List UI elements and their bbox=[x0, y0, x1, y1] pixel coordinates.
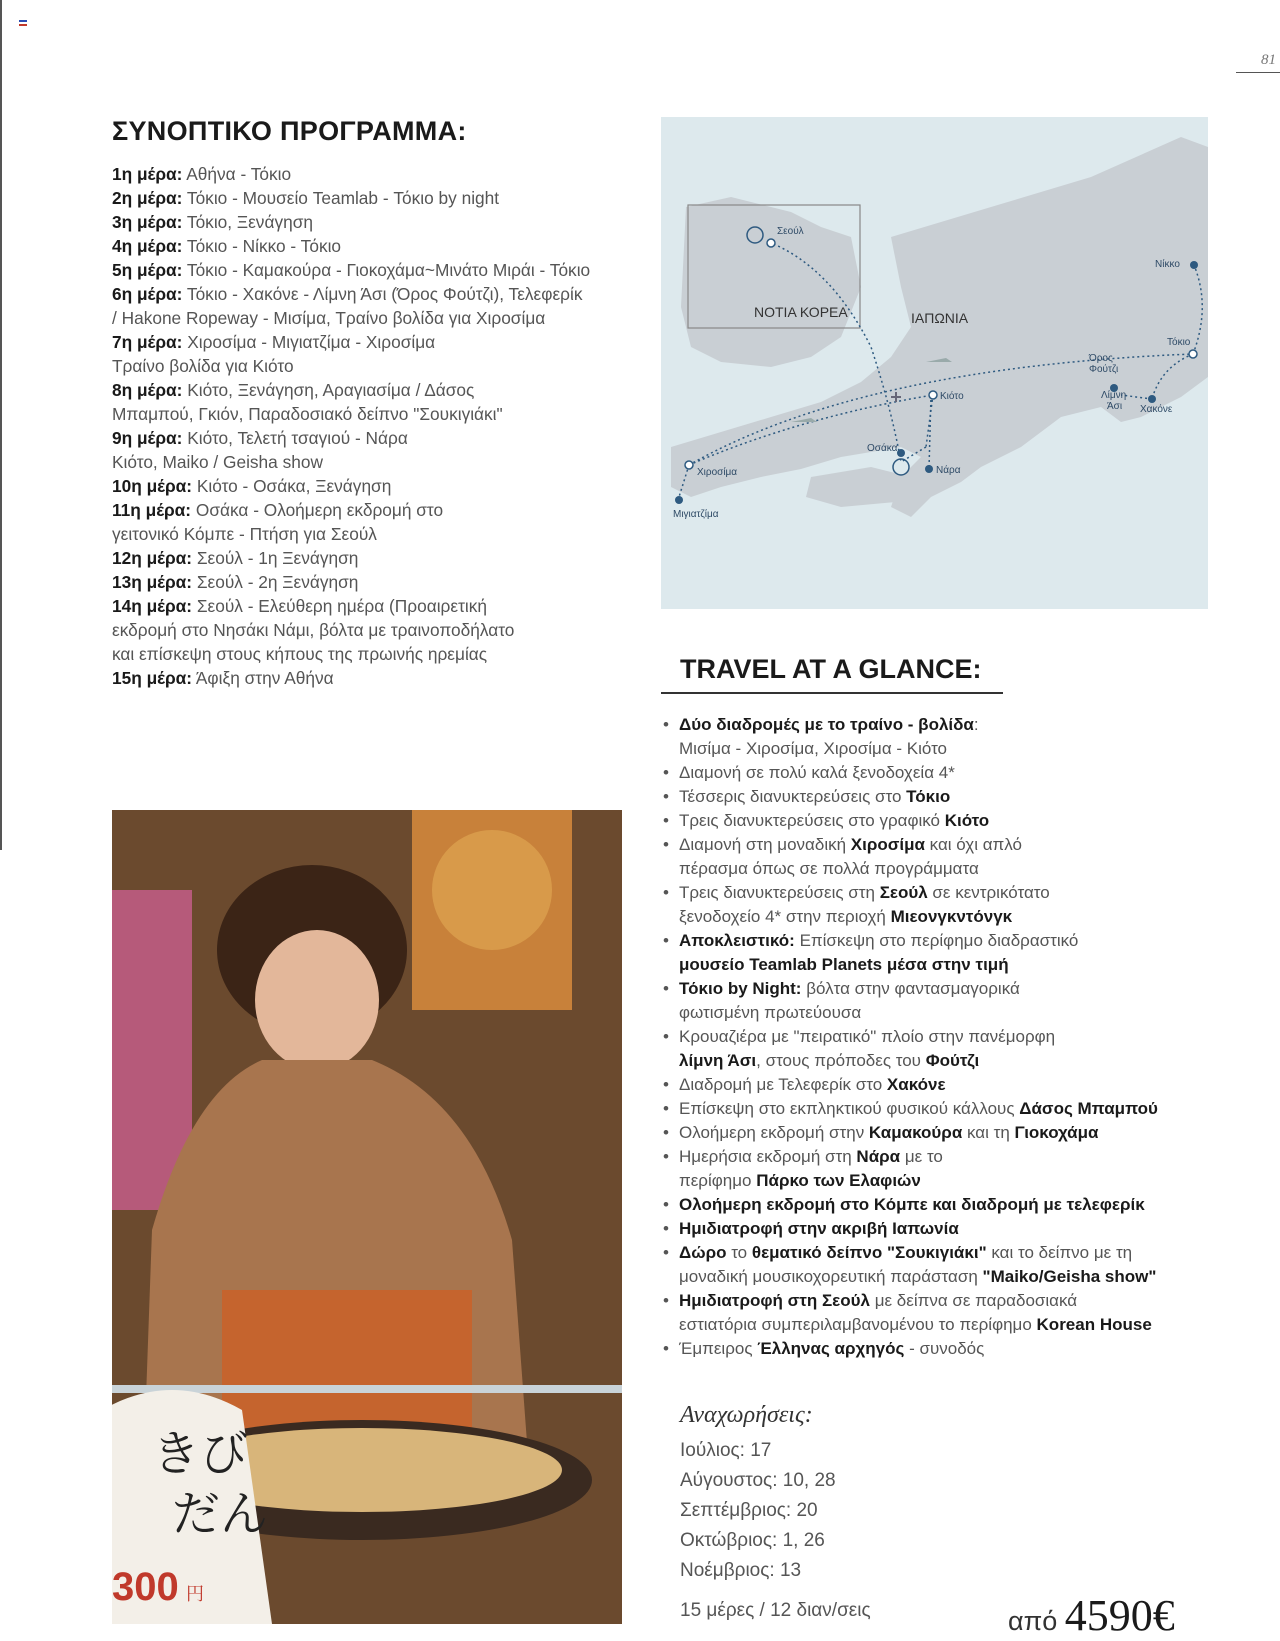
map-label-tokyo: Τόκιο bbox=[1167, 337, 1191, 348]
glance-item-text: και το δείπνο με τη bbox=[986, 1243, 1133, 1262]
map-label-japan: ΙΑΠΩΝΙΑ bbox=[911, 310, 969, 326]
day-line: 13η μέρα: Σεούλ - 2η Ξενάγηση bbox=[112, 572, 359, 592]
price-amount: 4590€ bbox=[1064, 1591, 1175, 1640]
day-line: 9η μέρα: Κιότο, Τελετή τσαγιού - Νάρα bbox=[112, 428, 408, 448]
glance-item-text: Τόκιο by Night: bbox=[679, 979, 802, 998]
glance-item-text: θεματικό δείπνο "Σουκιγιάκι" bbox=[751, 1243, 987, 1262]
flag-icon bbox=[19, 20, 27, 26]
map-label-ashi: Άσι bbox=[1107, 401, 1123, 412]
glance-item-text: Διαμονή στη μοναδική bbox=[679, 835, 851, 854]
map-label-nikko: Νίκκο bbox=[1155, 259, 1180, 270]
glance-list bbox=[661, 713, 1221, 1361]
glance-item-text: ξενοδοχείο 4* στην περιοχή bbox=[679, 907, 891, 926]
glance-item-text: , στους πρόποδες του bbox=[756, 1051, 926, 1070]
sign-yen: 円 bbox=[186, 1584, 204, 1605]
osaka-marker bbox=[897, 449, 905, 457]
glance-item bbox=[661, 881, 1221, 929]
glance-item bbox=[661, 929, 1221, 977]
price bbox=[1008, 1590, 1175, 1641]
glance-item-text: Τρεις διανυκτερεύσεις στο γραφικό bbox=[679, 811, 945, 830]
glance-item bbox=[661, 1337, 1221, 1361]
glance-item-text: Νάρα bbox=[856, 1147, 901, 1166]
glance-item bbox=[661, 1241, 1221, 1289]
day-line: 14η μέρα: Σεούλ - Ελεύθερη ημέρα (Προαιρετική bbox=[112, 596, 488, 616]
day-line: 10η μέρα: Κιότο - Οσάκα, Ξενάγηση bbox=[112, 476, 392, 496]
glance-title-rule bbox=[661, 692, 1003, 694]
glance-item-text: "Maiko/Geisha show" bbox=[982, 1267, 1157, 1286]
glance-item-text: περίφημο bbox=[679, 1171, 757, 1190]
glance-item bbox=[661, 1217, 1221, 1241]
tokyo-marker bbox=[1189, 350, 1197, 358]
glance-title: TRAVEL AT A GLANCE: bbox=[680, 654, 982, 684]
day-line: 1η μέρα: Αθήνα - Τόκιο bbox=[112, 164, 292, 184]
day-line: 6η μέρα: Τόκιο - Χακόνε - Λίμνη Άσι (Όρος Φούτζι), Τελεφερίκ bbox=[112, 284, 583, 304]
price-prefix: από bbox=[1008, 1606, 1065, 1636]
glance-item-text: μουσείο Teamlab Planets μέσα στην τιμή bbox=[679, 955, 1009, 974]
map-label-hiroshima: Χιροσίμα bbox=[697, 467, 738, 478]
glance-item-text: Δάσος Μπαμπού bbox=[1019, 1099, 1158, 1118]
day-list bbox=[112, 162, 632, 690]
route-map bbox=[661, 117, 1208, 609]
map-label-osaka: Οσάκα bbox=[867, 443, 898, 454]
glance-item-text: Ημερήσια εκδρομή στη bbox=[679, 1147, 857, 1166]
glance-item-text: το bbox=[726, 1243, 752, 1262]
glance-item-text: Διαμονή σε πολύ καλά ξενοδοχεία 4* bbox=[679, 763, 955, 782]
glance-item bbox=[661, 833, 1221, 881]
day-line: 3η μέρα: Τόκιο, Ξενάγηση bbox=[112, 212, 313, 232]
glance-item-text: Ημιδιατροφή στη Σεούλ bbox=[679, 1291, 870, 1310]
glance-item-text: Korean House bbox=[1036, 1315, 1152, 1334]
glance-item bbox=[661, 785, 1221, 809]
page-number: 81 bbox=[1261, 52, 1276, 68]
glance-item-text: βόλτα στην φαντασμαγορικά bbox=[801, 979, 1020, 998]
person-face bbox=[255, 930, 379, 1070]
day-line: 4η μέρα: Τόκιο - Νίκκο - Τόκιο bbox=[112, 236, 342, 256]
departure-item: Ιούλιος: 17 bbox=[680, 1440, 772, 1461]
glance-item bbox=[661, 713, 1221, 761]
glance-item-text: Διαδρομή με Τελεφερίκ στο bbox=[679, 1075, 887, 1094]
glance-item-text: Χιροσίμα bbox=[850, 835, 925, 854]
day-line: / Hakone Ropeway - Μισίμα, Τραίνο βολίδα για Χιροσίμα bbox=[112, 308, 546, 328]
glance-item bbox=[661, 1193, 1221, 1217]
glance-item bbox=[661, 1073, 1221, 1097]
glance-item-text: Πάρκο των Ελαφιών bbox=[756, 1171, 921, 1190]
synoptic-title: ΣΥΝΟΠΤΙΚΟ ΠΡΟΓΡΑΜΜΑ: bbox=[112, 116, 467, 146]
glance-item-text: Τόκιο bbox=[906, 787, 951, 806]
glance-item-text: εστιατόρια συμπεριλαμβανομένου το περίφημο bbox=[679, 1315, 1037, 1334]
map-label-hakone: Χακόνε bbox=[1140, 404, 1173, 415]
day-line: Τραίνο βολίδα για Κιότο bbox=[112, 356, 294, 376]
glance-item bbox=[661, 761, 1221, 785]
day-line: 7η μέρα: Χιροσίμα - Μιγιατζίμα - Χιροσίμα bbox=[112, 332, 436, 352]
glance-item-text: Επίσκεψη στο εκπληκτικού φυσικού κάλλους bbox=[679, 1099, 1020, 1118]
glance-item-text: μοναδική μουσικοχορευτική παράσταση bbox=[679, 1267, 983, 1286]
glance-item-text: Έμπειρος bbox=[679, 1339, 758, 1358]
departures-list bbox=[680, 1436, 836, 1586]
korea-landmass bbox=[681, 197, 861, 367]
glance-item-text: Φούτζι bbox=[925, 1051, 980, 1070]
map-label-ashi: Λίμνη bbox=[1101, 390, 1127, 401]
glance-item-text: Ημιδιατροφή στην ακριβή Ιαπωνία bbox=[679, 1219, 959, 1238]
glance-item-text: Δύο διαδρομές με το τραίνο - βολίδα bbox=[679, 715, 974, 734]
map-label-seoul: Σεούλ bbox=[777, 226, 804, 237]
departure-item: Σεπτέμβριος: 20 bbox=[680, 1500, 818, 1521]
sign-text: きび bbox=[152, 1426, 249, 1482]
day-line: γειτονικό Κόμπε - Πτήση για Σεούλ bbox=[112, 524, 377, 544]
glance-item bbox=[661, 1097, 1221, 1121]
seoul-marker bbox=[767, 239, 775, 247]
map-label-fuji: Φούτζι bbox=[1089, 364, 1119, 375]
glance-item-text: Κιότο bbox=[944, 811, 990, 830]
osaka-airport-icon bbox=[893, 459, 909, 475]
glance-item-text: Τρεις διανυκτερεύσεις στη bbox=[679, 883, 880, 902]
day-line: Κιότο, Maiko / Geisha show bbox=[112, 452, 323, 472]
day-line: 15η μέρα: Άφιξη στην Αθήνα bbox=[112, 668, 334, 688]
glance-item-text: Σεούλ bbox=[879, 883, 928, 902]
day-line: 11η μέρα: Οσάκα - Ολοήμερη εκδρομή στο bbox=[112, 500, 444, 520]
day-line: 2η μέρα: Τόκιο - Μουσείο Teamlab - Τόκιο by night bbox=[112, 188, 500, 208]
map-label-miyajima: Μιγιατζίμα bbox=[673, 509, 719, 520]
day-line: 8η μέρα: Κιότο, Ξενάγηση, Αραγιασίμα / Δάσος bbox=[112, 380, 475, 400]
hiroshima-marker bbox=[685, 461, 693, 469]
departures-title: Αναχωρήσεις: bbox=[680, 1402, 813, 1428]
photo-sign-circle bbox=[432, 830, 552, 950]
glance-item-text: Κρουαζιέρα με "πειρατικό" πλοίο στην πανέμορφη bbox=[679, 1027, 1056, 1046]
glance-item-text: Ολοήμερη εκδρομή στην bbox=[679, 1123, 869, 1142]
glance-item-text: Χακόνε bbox=[886, 1075, 946, 1094]
glance-item-text: Ολοήμερη εκδρομή στο Κόμπε και διαδρομή με τελεφερίκ bbox=[679, 1195, 1145, 1214]
glance-item-text: και τη bbox=[962, 1123, 1015, 1142]
trip-duration: 15 μέρες / 12 διαν/σεις bbox=[680, 1600, 871, 1621]
glance-item-text: φωτισμένη πρωτεύουσα bbox=[679, 1003, 862, 1022]
day-line: 5η μέρα: Τόκιο - Καμακούρα - Γιοκοχάμα~Μινάτο Μιράι - Τόκιο bbox=[112, 260, 591, 280]
glance-item-text: Καμακούρα bbox=[868, 1123, 963, 1142]
day-line: εκδρομή στο Νησάκι Νάμι, βόλτα με τραινοποδήλατο bbox=[112, 620, 515, 640]
sign-text: だん bbox=[172, 1486, 269, 1542]
map-label-fuji: Όρος bbox=[1089, 353, 1113, 364]
miyajima-marker bbox=[675, 496, 683, 504]
departure-item: Αύγουστος: 10, 28 bbox=[680, 1470, 836, 1491]
glance-item-text: με δείπνα σε παραδοσιακά bbox=[869, 1291, 1078, 1310]
glance-item bbox=[661, 977, 1221, 1025]
glance-item-text: Τέσσερις διανυκτερεύσεις στο bbox=[679, 787, 907, 806]
glance-item-text: : bbox=[973, 715, 979, 734]
page-number-rule bbox=[1236, 72, 1280, 73]
glance-item-text: Αποκλειστικό: bbox=[679, 931, 795, 950]
glance-item-text: Έλληνας αρχηγός bbox=[757, 1339, 905, 1358]
glance-item-text: - συνοδός bbox=[904, 1339, 985, 1358]
nikko-marker bbox=[1190, 261, 1198, 269]
departure-item: Οκτώβριος: 1, 26 bbox=[680, 1530, 825, 1551]
glance-item-text: με το bbox=[900, 1147, 943, 1166]
glance-item bbox=[661, 1145, 1221, 1193]
map-label-kyoto: Κιότο bbox=[940, 391, 964, 402]
map-label-nara: Νάρα bbox=[936, 465, 961, 476]
sign-price: 300 bbox=[112, 1565, 179, 1609]
departure-item: Νοέμβριος: 13 bbox=[680, 1560, 802, 1581]
glance-item-text: λίμνη Άσι bbox=[679, 1051, 757, 1070]
glance-item-text: Μισίμα - Χιροσίμα, Χιροσίμα - Κιότο bbox=[679, 739, 948, 758]
glance-item-text: και όχι απλό bbox=[924, 835, 1022, 854]
glance-item bbox=[661, 1289, 1221, 1337]
glance-item-text: σε κεντρικότατο bbox=[927, 883, 1050, 902]
glance-item bbox=[661, 1121, 1221, 1145]
glance-item-text: Επίσκεψη στο περίφημο διαδραστικό bbox=[794, 931, 1079, 950]
glance-item bbox=[661, 809, 1221, 833]
glance-item-text: Μιεονγκντόνγκ bbox=[890, 907, 1013, 926]
glance-item-text: πέρασμα όπως σε πολλά προγράμματα bbox=[679, 859, 979, 878]
geisha-photo bbox=[112, 810, 622, 1624]
map-label-korea: ΝΟΤΙΑ ΚΟΡΕΑ bbox=[754, 304, 848, 320]
glance-item-text: Δώρο bbox=[679, 1243, 727, 1262]
glance-item-text: Γιοκοχάμα bbox=[1014, 1123, 1099, 1142]
day-line: Μπαμπού, Γκιόν, Παραδοσιακό δείπνο "Σουκιγιάκι" bbox=[112, 404, 503, 424]
day-line: 12η μέρα: Σεούλ - 1η Ξενάγηση bbox=[112, 548, 359, 568]
hakone-marker bbox=[1148, 395, 1156, 403]
left-edge-line bbox=[0, 0, 2, 850]
glance-item bbox=[661, 1025, 1221, 1073]
kyoto-marker bbox=[929, 391, 937, 399]
nara-marker bbox=[925, 465, 933, 473]
day-line: και επίσκεψη στους κήπους της πρωινής ηρεμίας bbox=[112, 644, 488, 664]
